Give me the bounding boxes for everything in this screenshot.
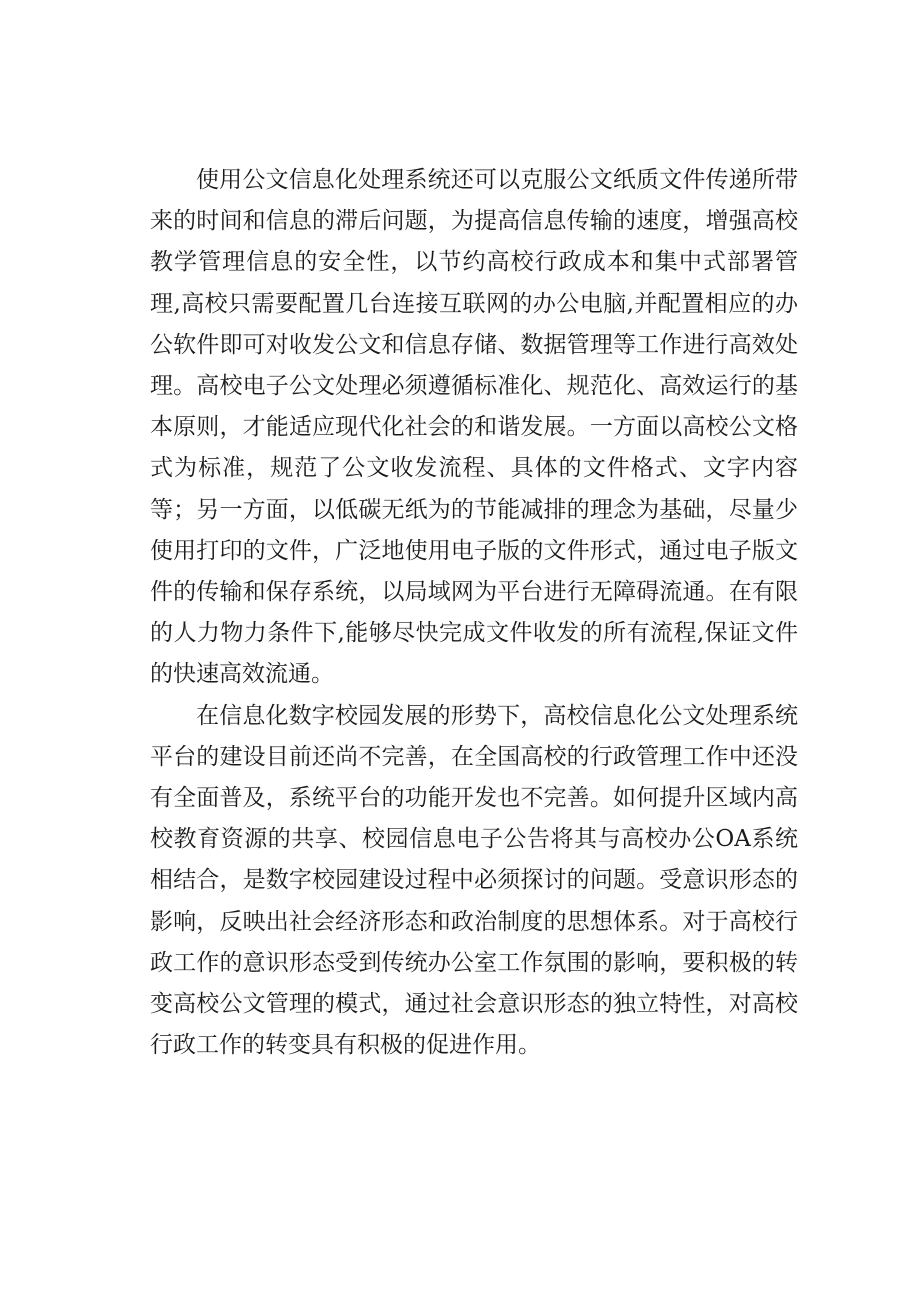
paragraph-1: 使用公文信息化处理系统还可以克服公文纸质文件传递所带来的时间和信息的滞后问题，为提高信息传输的速度，增强高校教学管理信息的安全性，以节约高校行政成本和集中式部署管理,高校只需要配置几台连接互联网的办公电脑,并配置相应的办公软件即可对收发公文和信息存储、数据管理等工作进行高效处理。高校电子公文处理必须遵循标准化、规范化、高效运行的基本原则，才能适应现代化社会的和谐发展。一方面以高校公文格式为标准，规范了公文收发流程、具体的文件格式、文字内容等；另一方面，以低碳无纸为的节能减排的理念为基础，尽量少使用打印的文件，广泛地使用电子版的文件形式，通过电子版文件的传输和保存系统，以局域网为平台进行无障碍流通。在有限的人力物力条件下,能够尽快完成文件收发的所有流程,保证文件的快速高效流通。 [150,167,798,688]
paragraph-2: 在信息化数字校园发展的形势下，高校信息化公文处理系统平台的建设目前还尚不完善，在全国高校的行政管理工作中还没有全面普及，系统平台的功能开发也不完善。如何提升区域内高校教育资源的共享、校园信息电子公告将其与高校办公OA系统相结合，是数字校园建设过程中必须探讨的问题。受意识形态的影响，反映出社会经济形态和政治制度的思想体系。对于高校行政工作的意识形态受到传统办公室工作氛围的影响，要积极的转变高校公文管理的模式，通过社会意识形态的独立特性，对高校行政工作的转变具有积极的促进作用。 [150,702,798,1059]
document-body [150,160,798,1066]
